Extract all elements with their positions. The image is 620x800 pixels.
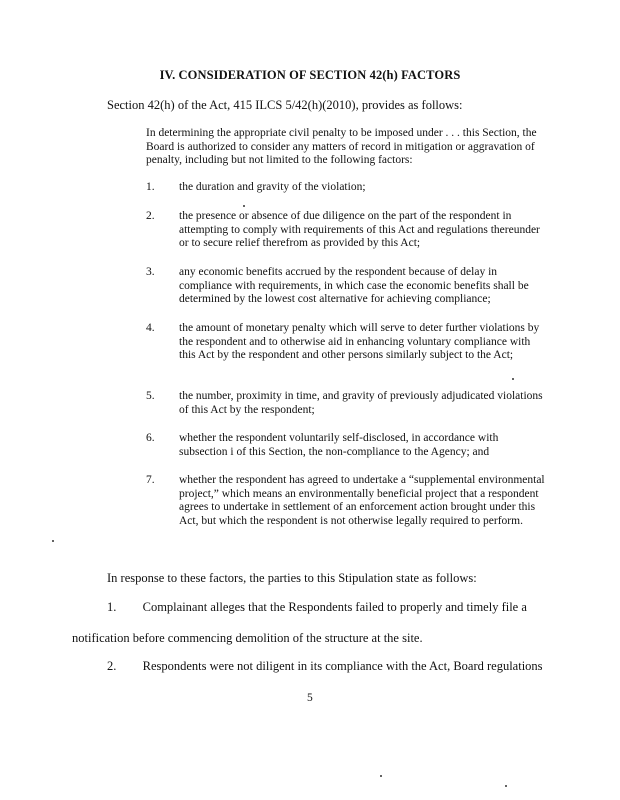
factor-text: whether the respondent has agreed to undertake a “supplemental environmental project,” which means an environmentally beneficial project that a respondent agrees to undertake in settlement of an enforcement action brought under this Act, but which the respondent is not otherwise legally required to perform. bbox=[179, 474, 545, 527]
factor-text: whether the respondent voluntarily self-disclosed, in accordance with subsection i of this Section, the non-compliance to the Agency; and bbox=[179, 432, 499, 458]
paragraph-1 bbox=[107, 600, 527, 615]
scan-speck bbox=[512, 378, 514, 380]
paragraph-number: 1. bbox=[107, 600, 117, 614]
paragraph-number: 2. bbox=[107, 659, 117, 673]
factor-text: the presence or absence of due diligence on the part of the respondent in attempting to comply with requirements of this Act and regulations thereunder or to secure relief therefrom as provided by this Act; bbox=[179, 210, 540, 249]
quoted-statute: In determining the appropriate civil penalty to be imposed under . . . this Section, the Board is authorized to consider any matters of record in mitigation or aggravation of penalty, including but not limited to the following factors: bbox=[146, 127, 537, 166]
factor-number: 4. bbox=[146, 322, 155, 334]
paragraph-2 bbox=[107, 659, 543, 674]
factor-number: 6. bbox=[146, 432, 155, 444]
intro-text: Section 42(h) of the Act, 415 ILCS 5/42(h)(2010), provides as follows: bbox=[107, 98, 463, 112]
factor-text: the number, proximity in time, and gravity of previously adjudicated violations of this Act by the respondent; bbox=[179, 390, 543, 416]
scan-speck bbox=[52, 540, 54, 542]
section-heading: IV. CONSIDERATION OF SECTION 42(h) FACTORS bbox=[159, 68, 461, 82]
factor-text: any economic benefits accrued by the respondent because of delay in compliance with requirements, in which case the economic benefits shall be determined by the lowest cost alternative for achieving compliance; bbox=[179, 266, 529, 305]
scan-speck bbox=[380, 775, 382, 777]
scan-speck bbox=[243, 205, 245, 207]
factor-number: 1. bbox=[146, 181, 155, 193]
factor-number: 2. bbox=[146, 210, 155, 222]
factor-text: the duration and gravity of the violation; bbox=[179, 181, 366, 193]
factor-number: 5. bbox=[146, 390, 155, 402]
response-intro: In response to these factors, the parties to this Stipulation state as follows: bbox=[107, 571, 477, 585]
scan-speck bbox=[505, 785, 507, 787]
page-number: 5 bbox=[307, 692, 313, 704]
paragraph-text: Respondents were not diligent in its compliance with the Act, Board regulations bbox=[142, 659, 543, 673]
paragraph-text: Complainant alleges that the Respondents failed to properly and timely file a bbox=[142, 600, 527, 614]
paragraph-1-continued: notification before commencing demolition of the structure at the site. bbox=[72, 631, 423, 645]
factor-number: 7. bbox=[146, 474, 155, 486]
factor-text: the amount of monetary penalty which will serve to deter further violations by the respondent and to otherwise aid in enhancing voluntary compliance with this Act by the respondent and other persons similarly subject to the Act; bbox=[179, 322, 540, 361]
factor-number: 3. bbox=[146, 266, 155, 278]
